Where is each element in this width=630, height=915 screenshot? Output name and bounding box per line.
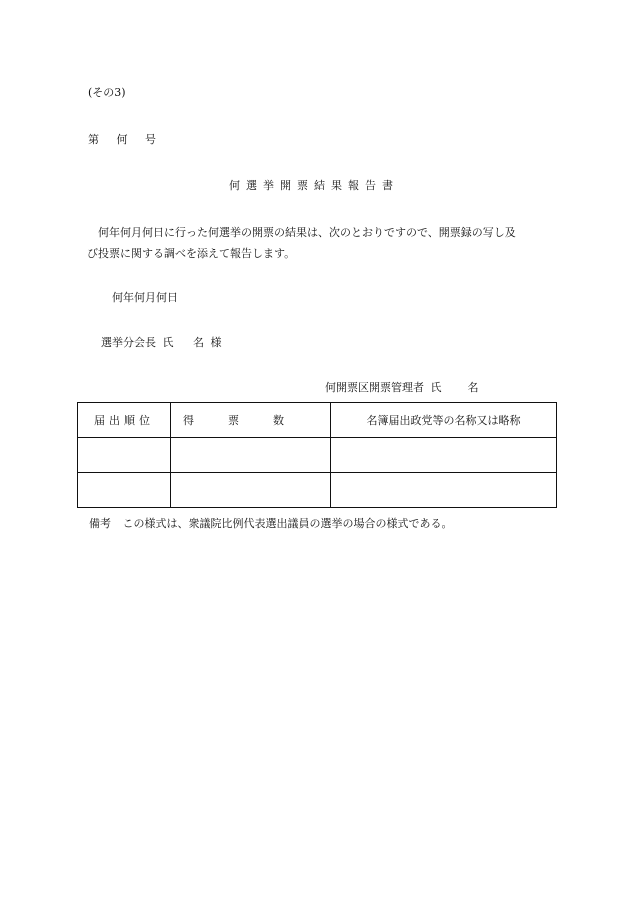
body-line-1: 何年何月何日に行った何選挙の開票の結果は、次のとおりですので、開票録の写し及 <box>98 226 516 239</box>
header-votes: 得票数 <box>171 403 331 438</box>
header-party-name: 名簿届出政党等の名称又は略称 <box>331 403 557 438</box>
table-cell <box>331 438 557 473</box>
table-cell <box>331 473 557 508</box>
table-header-row <box>78 403 557 438</box>
header-order: 届出順位 <box>78 403 171 438</box>
table-cell <box>78 473 171 508</box>
remarks-note: 備考 この様式は、衆議院比例代表選出議員の選挙の場合の様式である。 <box>89 517 453 530</box>
addressee: 選挙分会長 氏 名 様 <box>101 336 222 349</box>
document-number: 第 何 号 <box>88 133 160 146</box>
document-title: 何選挙開票結果報告書 <box>229 179 399 192</box>
table-cell <box>78 438 171 473</box>
sender: 何開票区開票管理者 氏 名 <box>325 381 479 394</box>
table-cell <box>171 473 331 508</box>
body-line-2: び投票に関する調べを添えて報告します。 <box>87 247 296 260</box>
report-date: 何年何月何日 <box>112 291 178 304</box>
body-paragraph <box>87 222 557 264</box>
table-cell <box>171 438 331 473</box>
section-label: (その3) <box>88 86 126 99</box>
table-row <box>78 438 557 473</box>
table-row <box>78 473 557 508</box>
result-table <box>77 402 557 508</box>
